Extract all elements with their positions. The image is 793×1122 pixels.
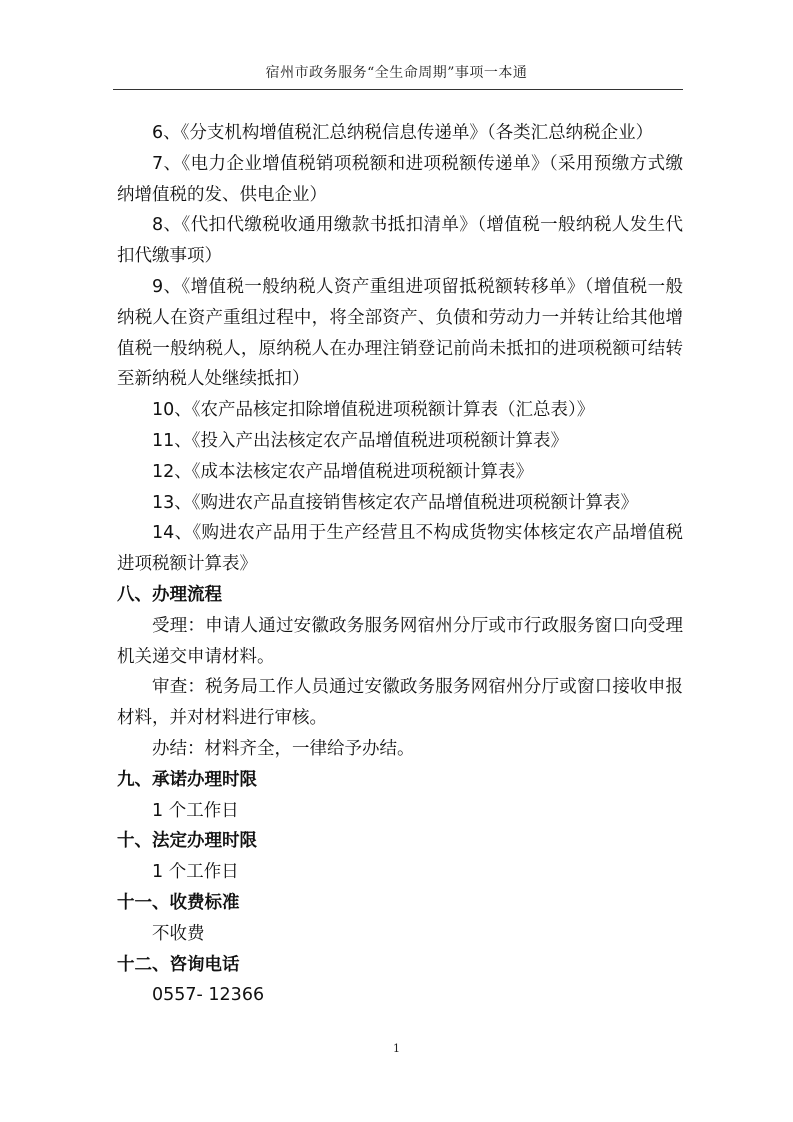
process-review-text: 审查：税务局工作人员通过安徽政务服务网宿州分厅或窗口接收申报材料，并对材料进行审核。 (117, 677, 683, 729)
process-conclude-text: 办结：材料齐全，一律给予办结。 (152, 738, 415, 759)
section-heading-phone: 十二、咨询电话 (117, 954, 240, 975)
page-number: 1 (393, 1042, 400, 1055)
fee-value: 不收费 (152, 923, 205, 944)
phone-value: 0557- 12366 (152, 985, 265, 1006)
section-heading-legal-time: 十、法定办理时限 (117, 831, 257, 852)
list-item-9: 9、《增值税一般纳税人资产重组进项留抵税额转移单》（增值税一般纳税人在资产重组过程中，将全部资产、负债和劳动力一并转让给其他增值税一般纳税人，原纳税人在办理注销登记前尚未抵扣的进项税额可结转至新纳税人处继续抵扣） (117, 276, 683, 390)
list-item-11: 11、《投入产出法核定农产品增值税进项税额计算表》 (152, 430, 569, 451)
list-item-14: 14、《购进农产品用于生产经营且不构成货物实体核定农产品增值税进项税额计算表》 (117, 523, 683, 575)
process-accept-text: 受理：申请人通过安徽政务服务网宿州分厅或市行政服务窗口向受理机关递交申请材料。 (117, 615, 683, 667)
legal-time-value: 1 个工作日 (152, 862, 239, 883)
list-item-8: 8、《代扣代缴税收通用缴款书抵扣清单》（增值税一般纳税人发生代扣代缴事项） (117, 215, 683, 267)
section-heading-promised-time: 九、承诺办理时限 (117, 769, 257, 790)
section-heading-fee: 十一、收费标准 (117, 892, 240, 913)
document-body (117, 118, 683, 1011)
section-heading-process: 八、办理流程 (117, 584, 222, 605)
header-divider (113, 89, 683, 90)
list-item-12: 12、《成本法核定农产品增值税进项税额计算表》 (152, 461, 534, 482)
list-item-7: 7、《电力企业增值税销项税额和进项税额传递单》（采用预缴方式缴纳增值税的发、供电企业） (117, 153, 683, 205)
page-header-title: 宿州市政务服务“全生命周期”事项一本通 (265, 65, 528, 81)
promised-time-value: 1 个工作日 (152, 800, 239, 821)
list-item-13: 13、《购进农产品直接销售核定农产品增值税进项税额计算表》 (152, 492, 639, 513)
list-item-6: 6、《分支机构增值税汇总纳税信息传递单》（各类汇总纳税企业） (152, 123, 654, 143)
list-item-10: 10、《农产品核定扣除增值税进项税额计算表（汇总表）》 (152, 400, 595, 421)
